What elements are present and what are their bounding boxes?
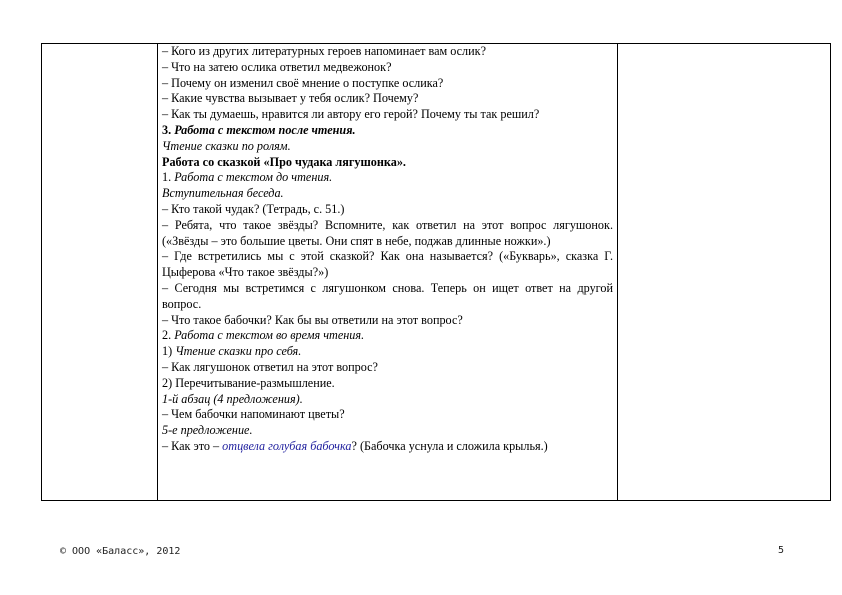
activity-line: Чтение сказки по ролям. — [162, 138, 291, 153]
section-number: 1. — [162, 170, 172, 185]
question-line: – Кто такой чудак? (Тетрадь, с. 51.) — [162, 201, 345, 216]
question-line: – Какие чувства вызывает у тебя ослик? Почему? — [162, 91, 419, 106]
question-line: – Как ты думаешь, нравится ли автору его герой? Почему ты так решил? — [162, 107, 540, 122]
page-number: 5 — [778, 545, 785, 556]
question-paragraph: – Ребята, что такое звёзды? Вспомните, как ответил на этот вопрос лягушонок. («Звёзды – это большие цветы. Они спят в небе, поджав длинные ножки».) — [162, 217, 613, 248]
question-line — [162, 439, 613, 455]
activity-line: Вступительная беседа. — [162, 186, 284, 201]
question-line: – Как лягушонок ответил на этот вопрос? — [162, 359, 378, 374]
story-heading: Работа со сказкой «Про чудака лягушонка». — [162, 154, 406, 169]
section-title: Работа с текстом после чтения. — [174, 122, 356, 137]
activity-line: 1-й абзац (4 предложения). — [162, 391, 303, 406]
question-line: – Кого из других литературных героев напоминает вам ослик? — [162, 44, 486, 58]
section-heading — [162, 123, 613, 139]
section-title: Работа с текстом во время чтения. — [174, 328, 365, 343]
activity-line — [162, 344, 613, 360]
step-title: Чтение сказки про себя. — [175, 344, 302, 359]
section-title: Работа с текстом до чтения. — [174, 170, 333, 185]
step-number: 1) — [162, 344, 173, 359]
section-number: 2. — [162, 328, 172, 343]
question-paragraph: – Сегодня мы встретимся с лягушонком снова. Теперь он ищет ответ на другой вопрос. — [162, 280, 613, 311]
question-line: – Почему он изменил своё мнение о поступке ослика? — [162, 75, 444, 90]
question-suffix: ? (Бабочка уснула и сложила крылья.) — [351, 438, 548, 453]
activity-line: 2) Перечитывание-размышление. — [162, 375, 335, 390]
section-number: 3. — [162, 122, 172, 137]
question-prefix: – Как это – — [162, 438, 220, 453]
column-divider — [157, 44, 158, 500]
quote-text: отцвела голубая бабочка — [222, 438, 352, 453]
question-line: – Что на затею ослика ответил медвежонок? — [162, 59, 392, 74]
section-heading — [162, 328, 613, 344]
copyright-footer: © ООО «Баласс», 2012 — [60, 546, 181, 557]
question-line: – Чем бабочки напоминают цветы? — [162, 407, 345, 422]
question-line: – Что такое бабочки? Как бы вы ответили на этот вопрос? — [162, 312, 463, 327]
column-divider — [617, 44, 618, 500]
lesson-content — [162, 44, 613, 455]
activity-line: 5-е предложение. — [162, 423, 253, 438]
section-heading — [162, 170, 613, 186]
question-paragraph: – Где встретились мы с этой сказкой? Как она называется? («Букварь», сказка Г. Цыферова «Что такое звёзды?») — [162, 249, 613, 280]
